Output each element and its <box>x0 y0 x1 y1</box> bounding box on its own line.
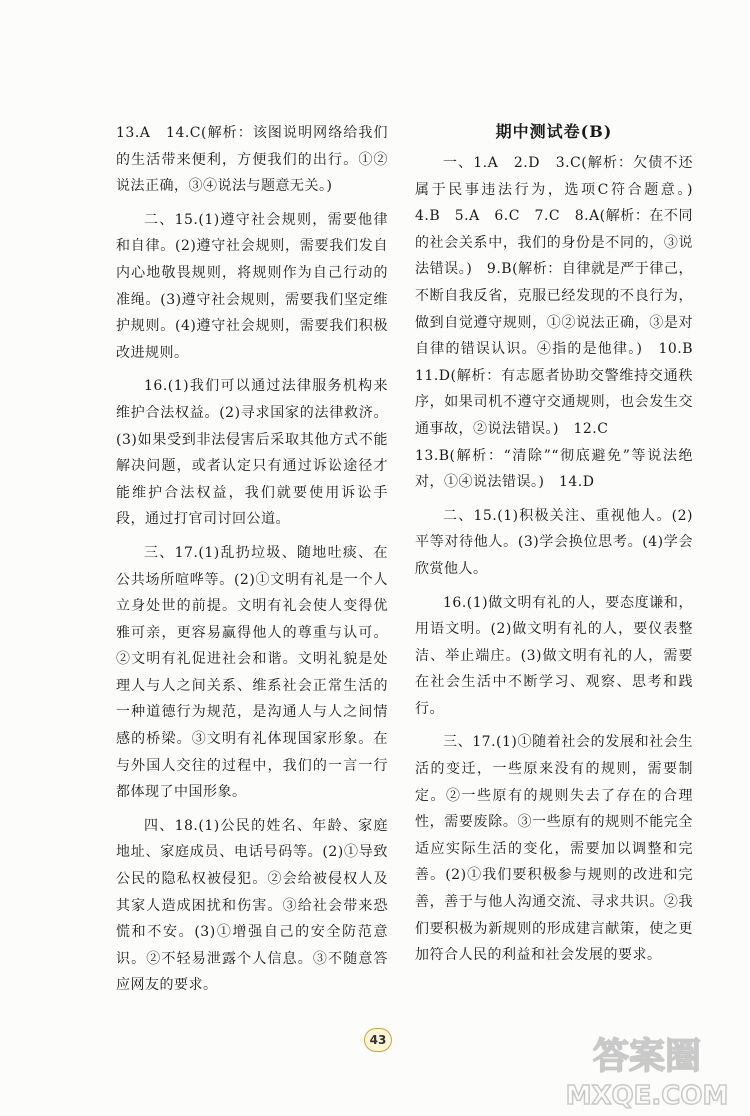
answer-18: 四、18.(1)公民的姓名、年龄、家庭地址、家庭成员、电话号码等。(2)①导致公民的隐私权被侵犯。②会给被侵权人及其家人造成困扰和伤害。③给社会带来恐慌和不安。(3)①增强自己的安全防范意识。②不轻易泄露个人信息。③不随意答应网友的要求。 <box>116 817 388 994</box>
answer-b-1-12: 一、1.A 2.D 3.C(解析：欠债不还属于民事违法行为，选项C符合题意。) 4.B 5.A 6.C 7.C 8.A(解析：在不同的社会关系中，我们的身份是不同的，③说法错误。) 9.B(解析：自律就是严于律己，不断自我反省，克服已经发现的不良行为，做到自觉遵守规则，①②说法正确，③是对自律的错误认识。④指的是他律。) 10.B 11.D(解析：有志愿者协助交警维持交通秩序，如果司机不遵守交通规则，也会发生交通事故，②说法错误。) 12.C <box>415 155 708 437</box>
section-heading: 期中测试卷(B) <box>495 122 613 141</box>
watermark-title: 答案圈 <box>592 1036 702 1077</box>
answer-17: 三、17.(1)乱扔垃圾、随地吐痰、在公共场所喧哗等。(2)①文明有礼是一个人立身处世的前提。文明有礼会使人变得优雅可亲，更容易赢得他人的尊重与认可。②文明有礼促进社会和谐。文明礼貌是处理人与人之间关系、维系社会正常生活的一种道德行为规范，是沟通人与人之间情感的桥梁。③文明有礼体现国家形象。在与外国人交往的过程中，我们的一言一行都体现了中国形象。 <box>116 544 388 801</box>
page-number: 43 <box>364 1028 392 1052</box>
answer-15: 二、15.(1)遵守社会规则，需要他律和自律。(2)遵守社会规则，需要我们发自内心地敬畏规则，将规则作为自己行动的准绳。(3)遵守社会规则，需要我们坚定维护规则。(4)遵守社会规则，需要我们积极改进规则。 <box>116 211 388 361</box>
site-watermark <box>552 1028 742 1110</box>
answer-16: 16.(1)我们可以通过法律服务机构来维护合法权益。(2)寻求国家的法律救济。(3)如果受到非法侵害后采取其他方式不能解决问题，或者认定只有通过诉讼途径才能维护合法权益，我们就要使用诉讼手段，通过打官司讨回公道。 <box>116 378 388 528</box>
watermark-url: MXQE.COM <box>565 1081 729 1110</box>
answer-b-17: 三、17.(1)①随着社会的发展和社会生活的变迁，一些原来没有的规则，需要制定。②一些原有的规则失去了存在的合理性，需要废除。③一些原有的规则不能完全适应实际生活的变化，需要加以调整和完善。(2)①我们要积极参与规则的改进和完善，善于与他人沟通交流、寻求共识。②我们要积极为新规则的形成建言献策，使之更加符合人民的利益和社会发展的要求。 <box>415 734 693 964</box>
answer-b-16: 16.(1)做文明有礼的人，要态度谦和，用语文明。(2)做文明有礼的人，要仪表整洁、举止端庄。(3)做文明有礼的人，需要在社会生活中不断学习、观察、思考和践行。 <box>415 594 693 717</box>
watermark-logo <box>552 1028 742 1110</box>
answer-b-15: 二、15.(1)积极关注、重视他人。(2)平等对待他人。(3)学会换位思考。(4)学会欣赏他人。 <box>415 507 693 577</box>
answer-13-14: 13.A 14.C(解析：该图说明网络给我们的生活带来便利，方便我们的出行。①②说法正确，③④说法与题意无关。) <box>116 125 388 195</box>
answer-b-13-14: 13.B(解析：“清除”“彻底避免”等说法绝对，①④说法错误。) 14.D <box>415 447 693 491</box>
left-answer-column <box>116 120 388 999</box>
right-answer-column <box>415 118 708 969</box>
